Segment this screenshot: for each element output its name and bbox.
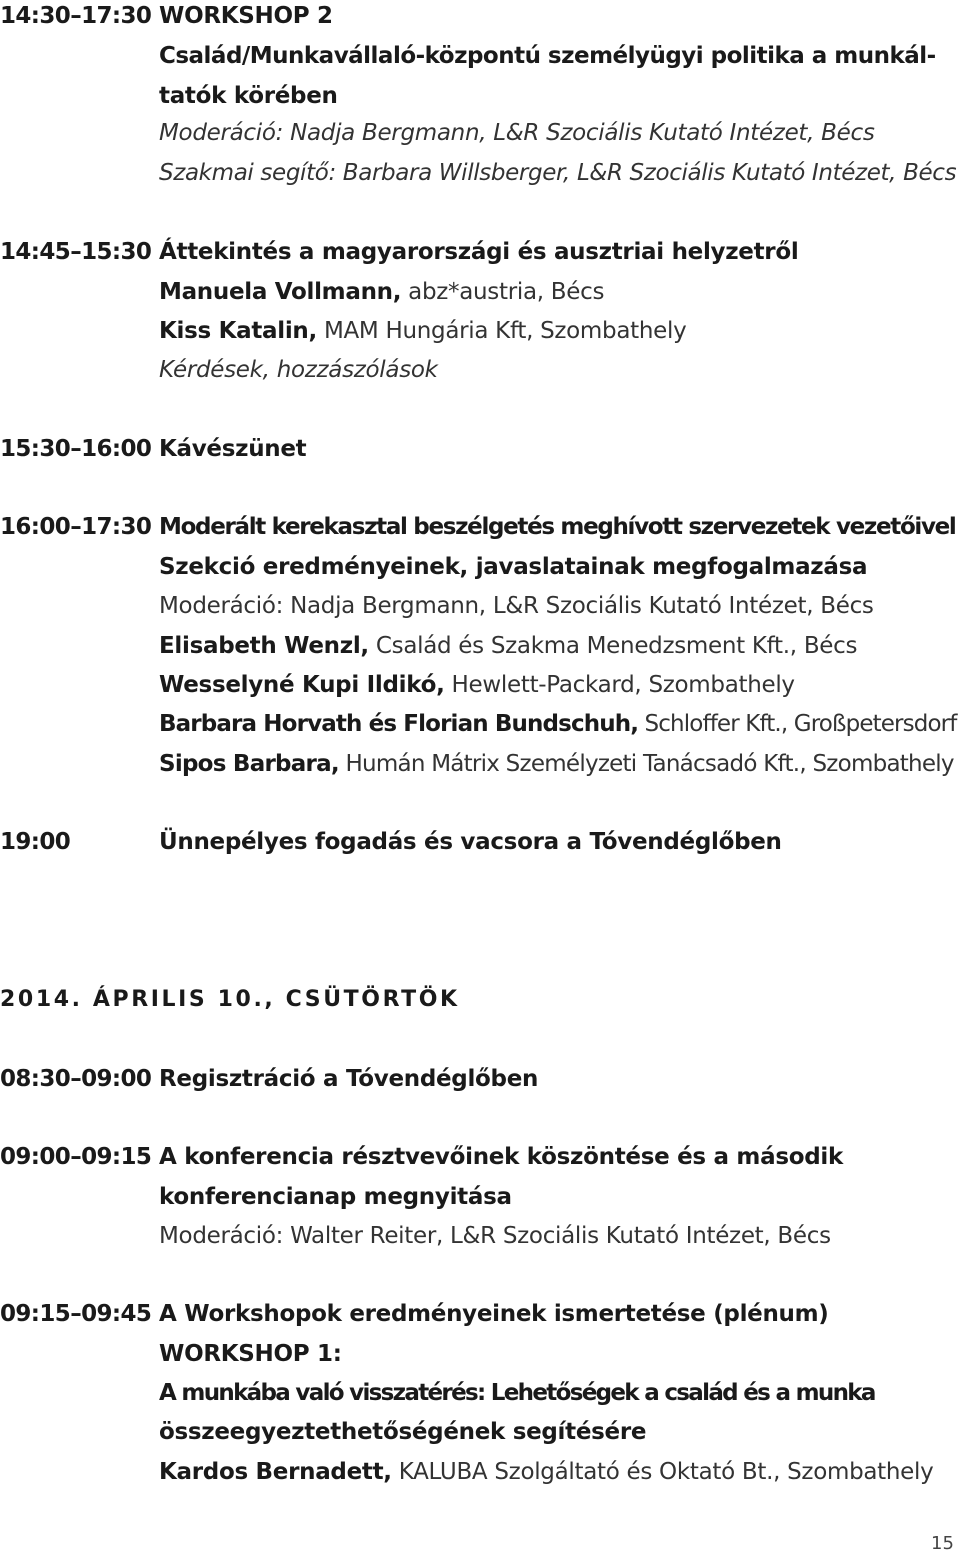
session-title: Regisztráció a Tóvendéglőben bbox=[159, 1066, 539, 1092]
note-line bbox=[0, 354, 960, 386]
session-title: A konferencia résztvevőinek köszöntése és a második bbox=[159, 1144, 843, 1170]
speaker-org: Hewlett-Packard, Szombathely bbox=[444, 672, 795, 698]
workshop-title-line-1: Család/Munkavállaló-központú személyügyi politika a munkál- bbox=[159, 43, 936, 69]
speaker bbox=[159, 669, 795, 701]
page-number: 15 bbox=[931, 1533, 954, 1554]
speaker-line bbox=[0, 315, 960, 347]
session-title: A Workshopok eredményeinek ismertetése (plénum) bbox=[159, 1301, 829, 1327]
workshop-label: WORKSHOP 1: bbox=[159, 1341, 342, 1367]
speaker-line bbox=[0, 748, 960, 780]
session-time: 19:00 bbox=[0, 829, 71, 855]
speaker bbox=[159, 748, 954, 780]
session-roundtable bbox=[0, 511, 960, 543]
session-time: 09:15–09:45 bbox=[0, 1301, 152, 1327]
session-time: 09:00–09:15 bbox=[0, 1144, 152, 1170]
session-subtitle-line bbox=[0, 551, 960, 583]
speaker-line bbox=[0, 708, 960, 740]
session-break bbox=[0, 433, 960, 465]
speaker-name: Kardos Bernadett, bbox=[159, 1459, 392, 1485]
session-title: Kávészünet bbox=[159, 436, 307, 462]
session-title-line bbox=[0, 40, 960, 72]
moderator-line bbox=[0, 1220, 960, 1252]
session-title-line bbox=[0, 1181, 960, 1213]
session-plenary bbox=[0, 1298, 960, 1330]
session-title: Moderált kerekasztal beszélgetés meghívott szervezetek vezetőivel bbox=[159, 514, 956, 540]
speaker-org: Schloffer Kft. bbox=[638, 711, 781, 737]
session-title-cont: konferencianap megnyitása bbox=[159, 1184, 512, 1210]
speaker-line bbox=[0, 1456, 960, 1488]
speaker-org: KALUBA Szolgáltató és Oktató Bt. bbox=[391, 1459, 774, 1485]
speaker-name: Wesselyné Kupi Ildikó, bbox=[159, 672, 445, 698]
speaker-city: , Szombathely bbox=[773, 1459, 934, 1485]
session-registration bbox=[0, 1063, 960, 1095]
moderator-line bbox=[0, 117, 960, 149]
speaker-org: Humán Mátrix Személyzeti Tanácsadó Kft. bbox=[338, 751, 800, 777]
assistant-text: Szakmai segítő: Barbara Willsberger, L&R Szociális Kutató Intézet, Bécs bbox=[159, 160, 957, 186]
moderator-line bbox=[0, 590, 960, 622]
session-time: 15:30–16:00 bbox=[0, 436, 152, 462]
session-dinner bbox=[0, 826, 960, 858]
speaker-org: MAM Hungária Kft, Szombathely bbox=[316, 318, 687, 344]
session-title-line bbox=[0, 80, 960, 112]
workshop-title-line-2: összeegyeztethetőségének segítésére bbox=[159, 1419, 647, 1445]
speaker-name: Kiss Katalin, bbox=[159, 318, 317, 344]
session-title: WORKSHOP 2 bbox=[159, 3, 333, 29]
speaker-line bbox=[0, 630, 960, 662]
speaker-org: Család és Szakma Menedzsment Kft. bbox=[368, 633, 790, 659]
session-time: 14:30–17:30 bbox=[0, 3, 152, 29]
assistant-line bbox=[0, 157, 960, 189]
workshop-title-line-1: A munkába való visszatérés: Lehetőségek a család és a munka bbox=[159, 1380, 875, 1406]
speaker-city: , Großpetersdorf bbox=[780, 711, 957, 737]
session-welcome bbox=[0, 1141, 960, 1173]
workshop-title-line bbox=[0, 1416, 960, 1448]
session-overview bbox=[0, 236, 960, 268]
speaker-line bbox=[0, 276, 960, 308]
speaker-name: Elisabeth Wenzl, bbox=[159, 633, 369, 659]
speaker-org: abz*austria, Bécs bbox=[401, 279, 605, 305]
workshop-title-line bbox=[0, 1377, 960, 1409]
speaker-city: , Szombathely bbox=[799, 751, 954, 777]
speaker-name: Sipos Barbara, bbox=[159, 751, 339, 777]
speaker bbox=[159, 276, 604, 308]
session-workshop-2-header bbox=[0, 0, 960, 32]
workshop-title-line-2: tatók körében bbox=[159, 83, 338, 109]
session-subtitle: Szekció eredményeinek, javaslatainak megfogalmazása bbox=[159, 554, 868, 580]
speaker bbox=[159, 708, 956, 740]
speaker-line bbox=[0, 669, 960, 701]
session-note: Kérdések, hozzászólások bbox=[159, 357, 438, 383]
session-title: Áttekintés a magyarországi és ausztriai helyzetről bbox=[159, 239, 799, 265]
day-heading: 2014. ÁPRILIS 10., CSÜTÖRTÖK bbox=[0, 987, 460, 1012]
speaker bbox=[159, 1456, 933, 1488]
speaker-city: , Bécs bbox=[789, 633, 858, 659]
session-time: 08:30–09:00 bbox=[0, 1066, 152, 1092]
moderator-text: Moderáció: Nadja Bergmann, L&R Szociális Kutató Intézet, Bécs bbox=[159, 120, 875, 146]
speaker bbox=[159, 315, 686, 347]
workshop-label-line bbox=[0, 1338, 960, 1370]
session-time: 14:45–15:30 bbox=[0, 239, 152, 265]
speaker bbox=[159, 630, 857, 662]
moderator-text: Moderáció: Walter Reiter, L&R Szociális Kutató Intézet, Bécs bbox=[159, 1223, 831, 1249]
moderator-text: Moderáció: Nadja Bergmann, L&R Szociális Kutató Intézet, Bécs bbox=[159, 593, 874, 619]
speaker-name: Manuela Vollmann, bbox=[159, 279, 402, 305]
speaker-name: Barbara Horvath és Florian Bundschuh, bbox=[159, 711, 639, 737]
session-time: 16:00–17:30 bbox=[0, 514, 152, 540]
session-title: Ünnepélyes fogadás és vacsora a Tóvendéglőben bbox=[159, 829, 782, 855]
